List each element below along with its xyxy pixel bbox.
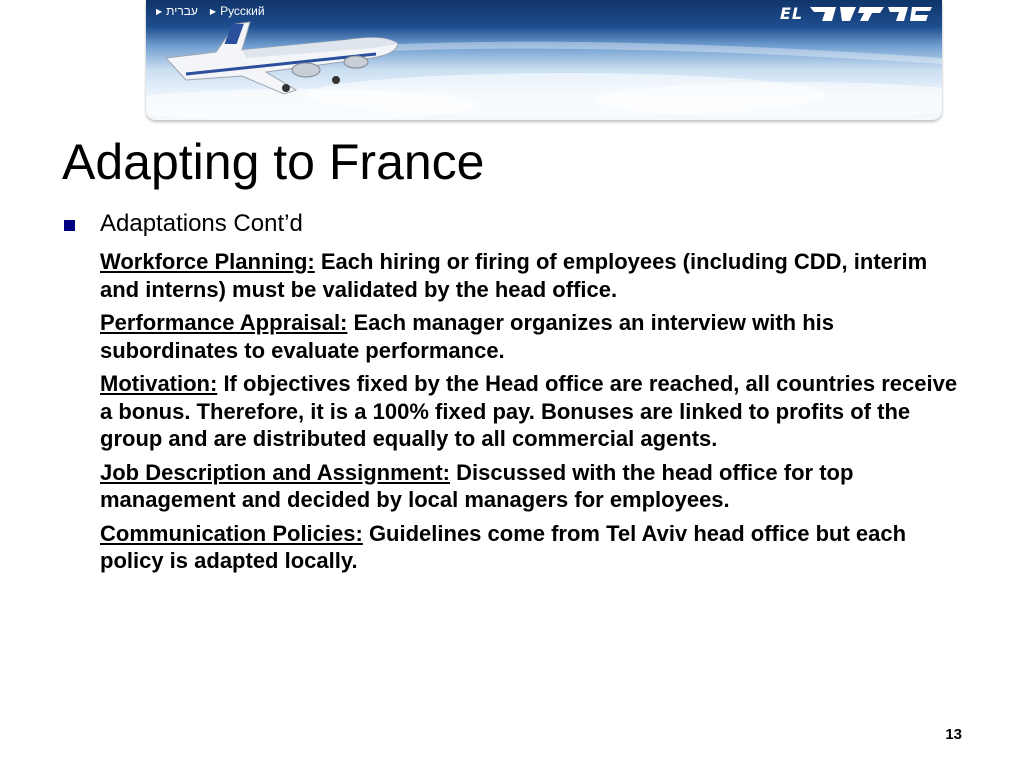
list-item <box>100 520 960 575</box>
item-text: Guidelines come from Tel Aviv head office but each policy is adapted locally. <box>100 520 907 573</box>
item-text: Discussed with the head office for top management and decided by local managers for employees. <box>100 459 854 512</box>
bullet-heading-text: Adaptations Cont’d <box>100 210 303 237</box>
slide-title: Adapting to France <box>62 134 485 190</box>
item-text: Each hiring or firing of employees (including CDD, interim and interns) must be validated by the head office. <box>100 249 928 302</box>
list-item <box>100 309 960 364</box>
adaptation-list <box>100 248 960 581</box>
hebrew-label: עברית <box>166 4 198 18</box>
header-banner <box>146 0 942 120</box>
list-item <box>100 248 960 303</box>
bullet-heading <box>64 208 303 240</box>
arrow-right-icon: ▶ <box>156 6 163 16</box>
item-label: Communication Policies: <box>100 520 363 546</box>
arrow-right-icon: ▶ <box>209 6 217 16</box>
svg-text:EL: EL <box>780 4 804 23</box>
language-bar <box>156 4 265 18</box>
russian-label: Русский <box>220 4 265 18</box>
page-number: 13 <box>945 726 962 743</box>
square-bullet-icon <box>64 220 75 231</box>
item-label: Workforce Planning: <box>100 249 315 274</box>
item-label: Job Description and Assignment: <box>100 459 451 485</box>
item-text: If objectives fixed by the Head office are reached, all countries receive a bonus. Therefore, it is a 100% fixed pay. Bonuses are linked to profits of the group and are distributed equally to all commercial agents. <box>100 371 958 451</box>
hebrew-language-link[interactable] <box>156 4 198 18</box>
list-item <box>100 370 960 453</box>
russian-language-link[interactable] <box>210 4 265 18</box>
item-text: Each manager organizes an interview with his subordinates to evaluate performance. <box>100 310 834 363</box>
item-label: Motivation: <box>100 371 218 396</box>
list-item <box>100 459 960 514</box>
el-al-logo <box>776 3 936 25</box>
airplane-image <box>146 18 416 98</box>
item-label: Performance Appraisal: <box>100 310 348 335</box>
logo-graphic <box>776 3 936 25</box>
